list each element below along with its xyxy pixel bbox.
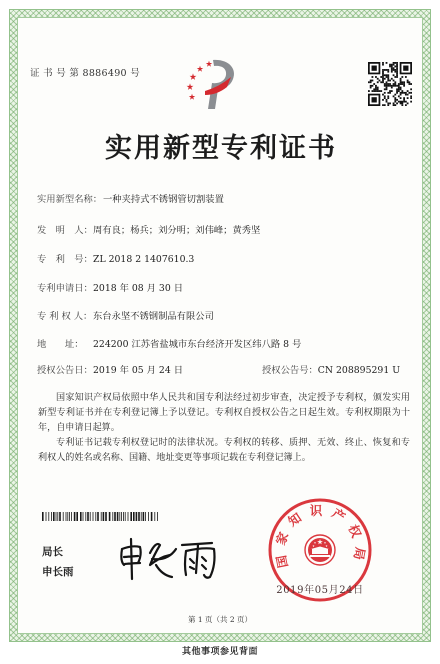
qr-module <box>394 62 396 64</box>
barcode-bar <box>143 512 145 521</box>
field-value: 2019 年 05 月 24 日 <box>93 365 183 376</box>
qr-module <box>396 85 398 87</box>
qr-module <box>396 92 398 94</box>
qr-module <box>370 85 372 87</box>
qr-module <box>380 76 382 78</box>
qr-module <box>391 87 393 89</box>
qr-module <box>400 78 402 80</box>
qr-module <box>400 81 402 83</box>
qr-module <box>375 90 377 92</box>
field-value: 224200 江苏省盐城市东台经济开发区纬八路 8 号 <box>93 339 302 350</box>
qr-module <box>396 64 398 66</box>
official-seal <box>266 496 374 604</box>
qr-module <box>386 88 388 90</box>
qr-module <box>393 85 395 87</box>
signature-icon <box>116 535 228 581</box>
qr-module <box>393 62 395 64</box>
barcode-bar <box>67 512 68 521</box>
paragraph-line: 利权人的姓名或名称、国籍、地址变更等事项记载在专利登记簿上。 <box>38 453 311 463</box>
qr-finder <box>403 66 408 71</box>
qr-module <box>403 99 405 101</box>
qr-finder <box>372 66 377 71</box>
qr-module <box>396 102 398 104</box>
field-label: 授权公告日： <box>37 365 93 376</box>
qr-module <box>400 88 402 90</box>
qr-module <box>375 85 377 87</box>
qr-module <box>387 95 389 97</box>
qr-module <box>403 81 405 83</box>
qr-module <box>393 104 395 106</box>
qr-module <box>403 92 405 94</box>
qr-module <box>408 83 410 85</box>
qr-module <box>391 69 393 71</box>
qr-module <box>403 97 405 99</box>
cnipa-logo-icon <box>183 57 239 111</box>
qr-module <box>380 81 382 83</box>
barcode-bar <box>136 512 138 521</box>
qr-module <box>394 81 396 83</box>
qr-module <box>384 74 386 76</box>
qr-module <box>396 69 398 71</box>
qr-module <box>396 99 398 101</box>
barcode-bar <box>51 512 52 521</box>
qr-module <box>386 83 388 85</box>
qr-module <box>372 85 374 87</box>
qr-module <box>410 88 412 90</box>
qr-module <box>387 76 389 78</box>
qr-module <box>407 80 409 82</box>
national-emblem-icon <box>305 535 335 565</box>
qr-module <box>393 74 395 76</box>
qr-module <box>396 66 398 68</box>
qr-code-icon <box>368 62 412 106</box>
qr-module <box>377 81 379 83</box>
qr-module <box>405 92 407 94</box>
barcode-bar <box>42 512 44 521</box>
qr-module <box>384 78 386 80</box>
qr-module <box>387 83 389 85</box>
qr-module <box>393 83 395 85</box>
barcode-bar <box>112 512 113 521</box>
qr-module <box>382 81 384 83</box>
qr-module <box>379 80 381 82</box>
barcode-bar <box>141 512 142 521</box>
qr-module <box>398 101 400 103</box>
qr-module <box>380 90 382 92</box>
barcode-bar <box>117 512 119 521</box>
qr-module <box>398 90 400 92</box>
qr-module <box>394 69 396 71</box>
star-icon <box>190 73 197 80</box>
barcode-bar <box>66 512 67 521</box>
barcode-bar <box>59 512 61 521</box>
qr-module <box>398 85 400 87</box>
qr-module <box>386 101 388 103</box>
barcode-bar <box>151 512 153 521</box>
qr-module <box>407 97 409 99</box>
star-icon <box>187 83 194 90</box>
qr-module <box>396 67 398 69</box>
seal-date: 2019年05月24日 <box>276 585 364 596</box>
qr-module <box>408 92 410 94</box>
certificate-number: 证 书 号 第 8886490 号 <box>30 68 141 79</box>
barcode-bar <box>121 512 122 521</box>
qr-module <box>382 62 384 64</box>
qr-module <box>401 90 403 92</box>
qr-module <box>401 76 403 78</box>
qr-module <box>389 83 391 85</box>
qr-module <box>382 73 384 75</box>
qr-module <box>393 67 395 69</box>
qr-module <box>403 101 405 103</box>
qr-module <box>368 90 370 92</box>
qr-module <box>391 90 393 92</box>
qr-module <box>401 92 403 94</box>
qr-module <box>387 104 389 106</box>
qr-module <box>375 88 377 90</box>
emblem-gate <box>312 549 328 554</box>
qr-module <box>387 78 389 80</box>
qr-module <box>387 92 389 94</box>
barcode-bar <box>138 512 140 521</box>
qr-module <box>373 88 375 90</box>
qr-module <box>389 90 391 92</box>
qr-module <box>393 64 395 66</box>
qr-module <box>382 76 384 78</box>
qr-module <box>377 87 379 89</box>
barcode-bar <box>109 512 111 521</box>
barcode-bar <box>148 512 149 521</box>
director-title: 局长 <box>42 546 63 558</box>
qr-module <box>398 83 400 85</box>
field-patentee <box>37 311 417 323</box>
qr-module <box>373 83 375 85</box>
barcode-bar <box>123 512 124 521</box>
director-name: 申长雨 <box>42 566 74 578</box>
qr-module <box>382 80 384 82</box>
qr-module <box>389 66 391 68</box>
qr-module <box>386 74 388 76</box>
qr-module <box>370 81 372 83</box>
qr-module <box>386 85 388 87</box>
qr-module <box>396 71 398 73</box>
barcode-bar <box>105 512 107 521</box>
qr-module <box>400 87 402 89</box>
qr-module <box>410 95 412 97</box>
qr-module <box>370 87 372 89</box>
qr-module <box>391 85 393 87</box>
qr-module <box>405 94 407 96</box>
qr-module <box>387 74 389 76</box>
qr-module <box>393 102 395 104</box>
qr-module <box>391 64 393 66</box>
qr-module <box>394 71 396 73</box>
field-label: 发 明 人： <box>37 225 93 236</box>
paragraph-line: 国家知识产权局依照中华人民共和国专利法经过初步审查，决定授予专利权，颁发实用 <box>56 393 410 403</box>
qr-module <box>394 83 396 85</box>
field-label: 地 址： <box>37 339 84 350</box>
qr-module <box>393 69 395 71</box>
qr-module <box>386 99 388 101</box>
barcode-bar <box>57 512 58 521</box>
qr-module <box>393 80 395 82</box>
field-address <box>37 339 417 351</box>
field-value: 东台永坚不锈钢制品有限公司 <box>93 311 214 322</box>
qr-module <box>401 83 403 85</box>
barcode-bar <box>154 512 155 521</box>
qr-module <box>410 101 412 103</box>
qr-module <box>398 87 400 89</box>
qr-module <box>384 88 386 90</box>
qr-module <box>384 85 386 87</box>
page-info: 第 1 页（共 2 页） <box>187 615 253 624</box>
barcode-bar <box>128 512 129 521</box>
qr-module <box>407 94 409 96</box>
qr-module <box>372 76 374 78</box>
qr-module <box>400 92 402 94</box>
signature-stroke <box>182 543 215 578</box>
qr-module <box>400 102 402 104</box>
qr-module <box>368 81 370 83</box>
field-value: ZL 2018 2 1407610.3 <box>93 254 195 265</box>
barcode-bar <box>90 512 91 521</box>
barcode-bar <box>53 512 55 521</box>
field-application-date <box>37 283 417 295</box>
qr-module <box>382 104 384 106</box>
signature-stroke <box>121 539 140 579</box>
qr-module <box>391 66 393 68</box>
field-label: 专 利 号： <box>37 254 93 265</box>
barcode-bar <box>125 512 126 521</box>
barcode-bar <box>93 512 94 521</box>
qr-module <box>396 76 398 78</box>
barcode-bar <box>103 512 105 521</box>
qr-module <box>389 80 391 82</box>
qr-module <box>382 69 384 71</box>
qr-module <box>400 83 402 85</box>
qr-module <box>391 67 393 69</box>
field-grant-announcement-number <box>262 365 412 377</box>
qr-module <box>379 90 381 92</box>
barcode-bar <box>157 512 158 521</box>
barcode-bar <box>101 512 102 521</box>
field-grant-announcement-date <box>37 365 252 377</box>
qr-module <box>386 81 388 83</box>
qr-module <box>373 90 375 92</box>
qr-module <box>370 80 372 82</box>
paragraph-line: 专利证书记载专利权登记时的法律状况。专利权的转移、质押、无效、终止、恢复和专 <box>56 438 410 448</box>
paragraph-line: 新型专利证书并在专利登记簿上予以登记。专利权自授权公告之日起生效。专利权期限为十 <box>38 408 410 418</box>
barcode-icon <box>42 512 160 521</box>
qr-module <box>394 76 396 78</box>
page-title: 实用新型专利证书 <box>105 133 337 164</box>
barcode-bar <box>48 512 49 521</box>
qr-module <box>372 80 374 82</box>
qr-module <box>400 80 402 82</box>
qr-module <box>386 69 388 71</box>
qr-module <box>394 85 396 87</box>
qr-module <box>384 104 386 106</box>
qr-module <box>387 80 389 82</box>
qr-module <box>382 99 384 101</box>
qr-module <box>387 85 389 87</box>
qr-module <box>401 104 403 106</box>
qr-module <box>387 69 389 71</box>
barcode-bar <box>74 512 76 521</box>
emblem-steps <box>310 555 330 557</box>
qr-module <box>407 90 409 92</box>
qr-module <box>386 87 388 89</box>
qr-module <box>394 101 396 103</box>
barcode-bar <box>83 512 84 521</box>
qr-module <box>391 71 393 73</box>
qr-module <box>375 87 377 89</box>
qr-module <box>401 81 403 83</box>
qr-module <box>400 94 402 96</box>
qr-module <box>389 92 391 94</box>
qr-module <box>396 73 398 75</box>
barcode-bar <box>71 512 72 521</box>
field-label: 专利申请日： <box>37 283 93 294</box>
qr-module <box>394 97 396 99</box>
qr-module <box>382 64 384 66</box>
barcode-bar <box>133 512 135 521</box>
seal-text-path: 国家知识产权局 <box>271 503 369 570</box>
barcode-bar <box>56 512 57 521</box>
qr-module <box>396 88 398 90</box>
qr-module <box>394 66 396 68</box>
qr-module <box>384 69 386 71</box>
field-value: 2018 年 08 月 30 日 <box>93 283 183 294</box>
barcode-bar <box>87 512 89 521</box>
barcode-bar <box>130 512 132 521</box>
qr-module <box>396 90 398 92</box>
qr-module <box>400 101 402 103</box>
star-icon <box>197 66 203 72</box>
qr-module <box>394 104 396 106</box>
qr-module <box>387 97 389 99</box>
qr-module <box>407 102 409 104</box>
signature-stroke <box>150 544 176 577</box>
barcode-bar <box>114 512 116 521</box>
qr-module <box>403 85 405 87</box>
qr-module <box>391 78 393 80</box>
qr-module <box>407 81 409 83</box>
barcode-bar <box>97 512 99 521</box>
qr-module <box>400 97 402 99</box>
qr-module <box>386 62 388 64</box>
qr-module <box>384 97 386 99</box>
field-inventors <box>37 225 417 237</box>
qr-module <box>401 101 403 103</box>
qr-module <box>396 62 398 64</box>
qr-module <box>384 83 386 85</box>
barcode-bar <box>76 512 78 521</box>
barcode-bar <box>80 512 82 521</box>
field-value: CN 208895291 U <box>317 365 401 376</box>
qr-module <box>387 71 389 73</box>
qr-module <box>410 83 412 85</box>
field-utility-model-name <box>37 194 417 206</box>
field-label: 实用新型名称： <box>37 194 103 205</box>
star-icon <box>206 61 212 67</box>
field-value: 周有良；杨兵；刘分明；刘伟峰；黄秀坚 <box>93 225 261 236</box>
qr-finder <box>372 97 377 102</box>
qr-module <box>382 78 384 80</box>
qr-module <box>387 102 389 104</box>
qr-module <box>405 104 407 106</box>
qr-module <box>410 97 412 99</box>
barcode-bar <box>85 512 86 521</box>
barcode-bar <box>69 512 70 521</box>
qr-module <box>386 76 388 78</box>
barcode-bar <box>63 512 64 521</box>
field-patent-number <box>37 254 417 266</box>
qr-module <box>389 85 391 87</box>
qr-module <box>384 95 386 97</box>
qr-module <box>401 102 403 104</box>
qr-module <box>377 78 379 80</box>
qr-module <box>377 88 379 90</box>
qr-module <box>377 90 379 92</box>
field-value: 一种夹持式不锈钢管切割装置 <box>103 194 224 205</box>
footer-note: 其他事项参见背面 <box>181 647 258 657</box>
qr-module <box>382 94 384 96</box>
qr-module <box>398 88 400 90</box>
barcode-bar <box>119 512 120 521</box>
qr-module <box>382 74 384 76</box>
qr-module <box>410 92 412 94</box>
qr-module <box>398 95 400 97</box>
qr-module <box>393 95 395 97</box>
barcode-bar <box>46 512 47 521</box>
qr-module <box>382 71 384 73</box>
barcode-bar <box>145 512 146 521</box>
field-label: 专 利 权 人： <box>37 311 93 322</box>
qr-module <box>394 94 396 96</box>
qr-module <box>384 92 386 94</box>
qr-module <box>408 81 410 83</box>
paragraph-line: 年，自申请日起算。 <box>38 423 120 433</box>
qr-module <box>396 74 398 76</box>
field-label: 授权公告号： <box>262 365 318 376</box>
qr-module <box>375 76 377 78</box>
qr-module <box>394 99 396 101</box>
qr-module <box>405 76 407 78</box>
qr-module <box>389 64 391 66</box>
qr-module <box>372 90 374 92</box>
qr-module <box>405 101 407 103</box>
barcode-bar <box>95 512 96 521</box>
star-icon <box>189 94 195 100</box>
qr-module <box>389 102 391 104</box>
qr-module <box>403 83 405 85</box>
